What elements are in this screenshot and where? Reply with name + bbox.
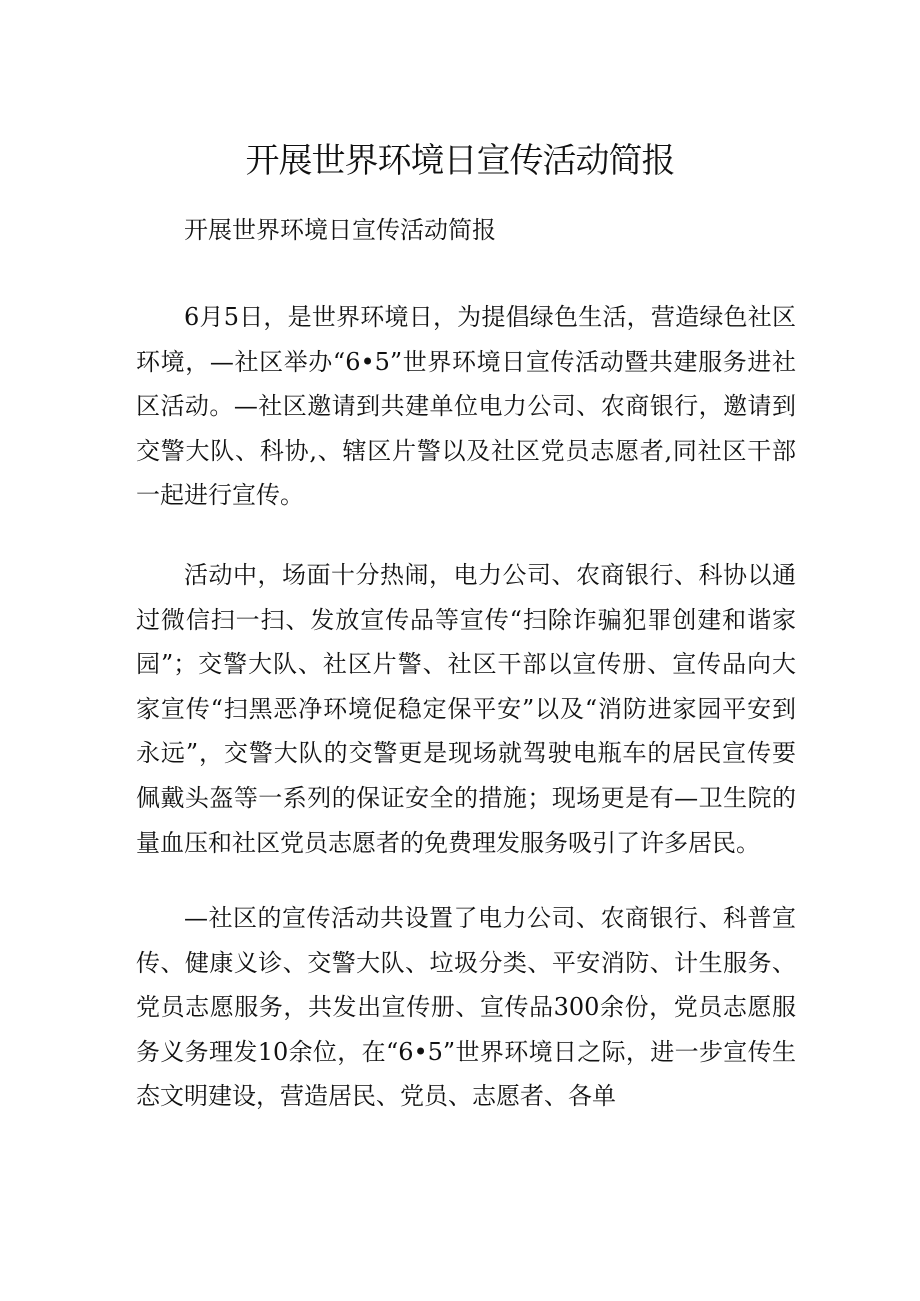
paragraph-2: 活动中，场面十分热闹，电力公司、农商银行、科协以通过微信扫一扫、发放宣传品等宣传“扫除诈骗犯罪创建和谐家园”；交警大队、社区片警、社区干部以宣传册、宣传品向大家宣传“扫黑恶净环境促稳定保平安”以及“消防进家园平安到永远”，交警大队的交警更是现场就驾驶电瓶车的居民宣传要佩戴头盔等一系列的保证安全的措施；现场更是有—卫生院的量血压和社区党员志愿者的免费理发服务吸引了许多居民。 bbox=[136, 561, 796, 857]
paragraph-3: —社区的宣传活动共设置了电力公司、农商银行、科普宣传、健康义诊、交警大队、垃圾分类、平安消防、计生服务、党员志愿服务，共发出宣传册、宣传品300余份，党员志愿服务义务理发10余位，在“6•5”世界环境日之际，进一步宣传生态文明建设，营造居民、党员、志愿者、各单 bbox=[136, 904, 796, 1111]
document-subtitle: 开展世界环境日宣传活动简报 bbox=[184, 216, 496, 244]
document-title: 开展世界环境日宣传活动简报 bbox=[245, 140, 675, 181]
paragraph-1: 6月5日，是世界环境日，为提倡绿色生活，营造绿色社区环境，—社区举办“6•5”世界环境日宣传活动暨共建服务进社区活动。—社区邀请到共建单位电力公司、农商银行，邀请到交警大队、科协,、辖区片警以及社区党员志愿者,同社区干部一起进行宣传。 bbox=[136, 303, 796, 510]
